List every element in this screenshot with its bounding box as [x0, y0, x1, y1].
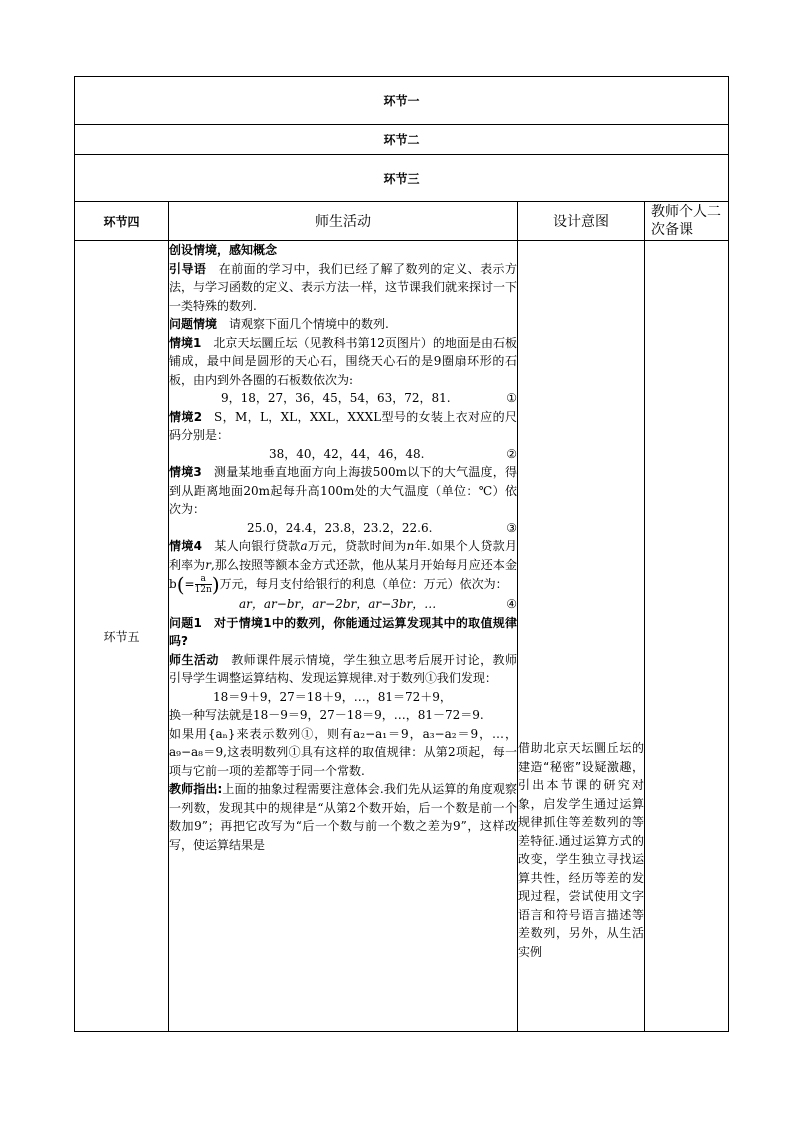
scenario-4-text: 万元，每月支付给银行的利息（单位：万元）依次为：	[219, 577, 508, 591]
scenario-4-text: 万元，贷款时间为	[307, 539, 407, 553]
scenario-heading: 创设情境，感知概念	[169, 243, 278, 257]
intro-label: 引导语	[169, 261, 207, 276]
scenario-2-text: S，M，L，XL，XXL，XXXL型号的女装上衣对应的尺码分别是：	[169, 409, 517, 442]
header-section-4: 环节四	[75, 202, 169, 241]
scenario-4-sequence	[169, 595, 517, 614]
sequence-values: ar，ar−br，ar−2br，ar−3br，…	[239, 597, 437, 611]
math-var: a	[300, 539, 308, 553]
intro-paragraph	[169, 260, 517, 316]
equals-sign: =	[184, 577, 195, 591]
scenario-4-label: 情境4	[169, 539, 202, 553]
header-activities: 师生活动	[169, 202, 518, 241]
scenario-4-paragraph	[169, 537, 517, 595]
open-paren: (	[176, 572, 185, 597]
close-paren: )	[211, 572, 220, 597]
scenario-3-label: 情境3	[169, 465, 202, 479]
definition-paragraph: 如果用{aₙ}来表示数列①，则有a₂−a₁＝9，a₃−a₂＝9，…，a₉−a₈＝9,这表明数列①具有这样的取值规律：从第2项起，每一项与它前一项的差都等于同一个常数.	[169, 726, 517, 778]
scenario-4-text: 年.如果个人贷款月利率为	[169, 539, 517, 572]
header-design-intent: 设计意图	[518, 202, 645, 241]
lesson-plan-table	[74, 76, 729, 1032]
problem-label: 问题情境	[169, 317, 218, 331]
section-1-title: 环节一	[75, 77, 729, 125]
intro-text: 在前面的学习中，我们已经了解了数列的定义、表示方法，与学习函数的定义、表示方法一样，这节课我们就来探讨一下一类特殊的数列.	[169, 261, 517, 313]
scenario-4-text: ,那么按照等额本金方式还款，他从某月开始每月应还本金b	[169, 557, 517, 591]
sequence-mark: ③	[506, 520, 517, 535]
question-1-text: 对于情境1中的数列，你能通过运算发现其中的取值规律吗?	[169, 615, 517, 648]
problem-paragraph	[169, 315, 517, 334]
section-row-1	[75, 77, 729, 125]
equation-line-2: 换一种写法就是18－9＝9，27－18＝9，…，81－72＝9.	[169, 708, 484, 722]
teacher-notes-cell	[645, 241, 729, 1032]
math-var: r	[205, 557, 212, 572]
scenario-1-paragraph	[169, 334, 517, 390]
sequence-mark: ④	[506, 597, 517, 611]
scenario-2-sequence	[169, 445, 517, 464]
scenario-1-sequence	[169, 389, 517, 408]
sequence-values: 25.0，24.4，23.8，23.2，22.6.	[247, 520, 433, 535]
scenario-3-paragraph	[169, 463, 517, 519]
sequence-values: 9，18，27，36，45，54，63，72，81.	[221, 391, 451, 405]
scenario-4-text: 某人向银行贷款	[214, 539, 301, 553]
section-row-2	[75, 125, 729, 155]
scenario-1-label: 情境1	[169, 335, 202, 350]
question-1-label: 问题1	[169, 615, 202, 630]
activity-label: 师生活动	[169, 652, 219, 667]
teacher-point-text: 上面的抽象过程需要注意体会.我们先从运算的角度观察一列数，发现其中的规律是“从第2个数开始，后一个数是前一个数加9”；再把它改写为“后一个数与前一个数之差为9”，这样改写，使运算结果是	[169, 782, 517, 852]
activity-paragraph	[169, 651, 517, 688]
header-teacher-notes: 教师个人二次备课	[645, 202, 729, 241]
section-2-title: 环节二	[75, 125, 729, 155]
teacher-point-paragraph	[169, 780, 517, 854]
section-3-title: 环节三	[75, 155, 729, 202]
question-1-paragraph	[169, 614, 517, 651]
scenario-3-text: 测量某地垂直地面方向上海拔500m以下的大气温度，得到从距离地面20m起每升高100m处的大气温度（单位：℃）依次为：	[169, 465, 517, 516]
sequence-values: 38，40，42，44，46，48.	[269, 446, 425, 461]
fraction-denominator: 12n	[194, 585, 212, 595]
activity-text: 教师课件展示情境，学生独立思考后展开讨论，教师引导学生调整运算结构、发现运算规律.对于数列①我们发现：	[169, 652, 517, 685]
section-row-3	[75, 155, 729, 202]
design-intent-cell	[518, 241, 645, 1032]
scenario-3-sequence	[169, 519, 517, 538]
section-5-label: 环节五	[75, 241, 169, 1032]
problem-text: 请观察下面几个情境中的数列.	[229, 317, 389, 331]
scenario-1-text: 北京天坛圜丘坛（见教科书第12页图片）的地面是由石板铺成，最中间是圆形的天心石，围绕天心石的是9圈扇环形的石板，由内到外各圈的石板数依次为:	[169, 335, 517, 387]
fraction	[195, 574, 212, 595]
scenario-2-label: 情境2	[169, 409, 203, 424]
activities-cell	[169, 241, 518, 1032]
scenario-2-paragraph	[169, 408, 517, 445]
sequence-mark: ①	[506, 391, 517, 405]
math-var: n	[406, 539, 415, 553]
design-intent-text: 借助北京天坛圜丘坛的建造“秘密”设疑激趣，引出本节课的研究对象，启发学生通过运算规律抓住等差数列的等差特征.通过运算方式的改变，学生独立寻找运算共性，经历等差的发现过程，尝试使用文字语言和符号语言描述等差数列，另外，从生活实例	[518, 741, 644, 959]
sequence-mark: ②	[506, 446, 517, 461]
equation-line-1: 18＝9＋9，27＝18＋9，…，81＝72＋9，	[213, 689, 452, 704]
header-row	[75, 202, 729, 241]
fraction-numerator: a	[195, 574, 212, 585]
teacher-point-label: 教师指出:	[169, 782, 223, 796]
section-5-row	[75, 241, 729, 1032]
